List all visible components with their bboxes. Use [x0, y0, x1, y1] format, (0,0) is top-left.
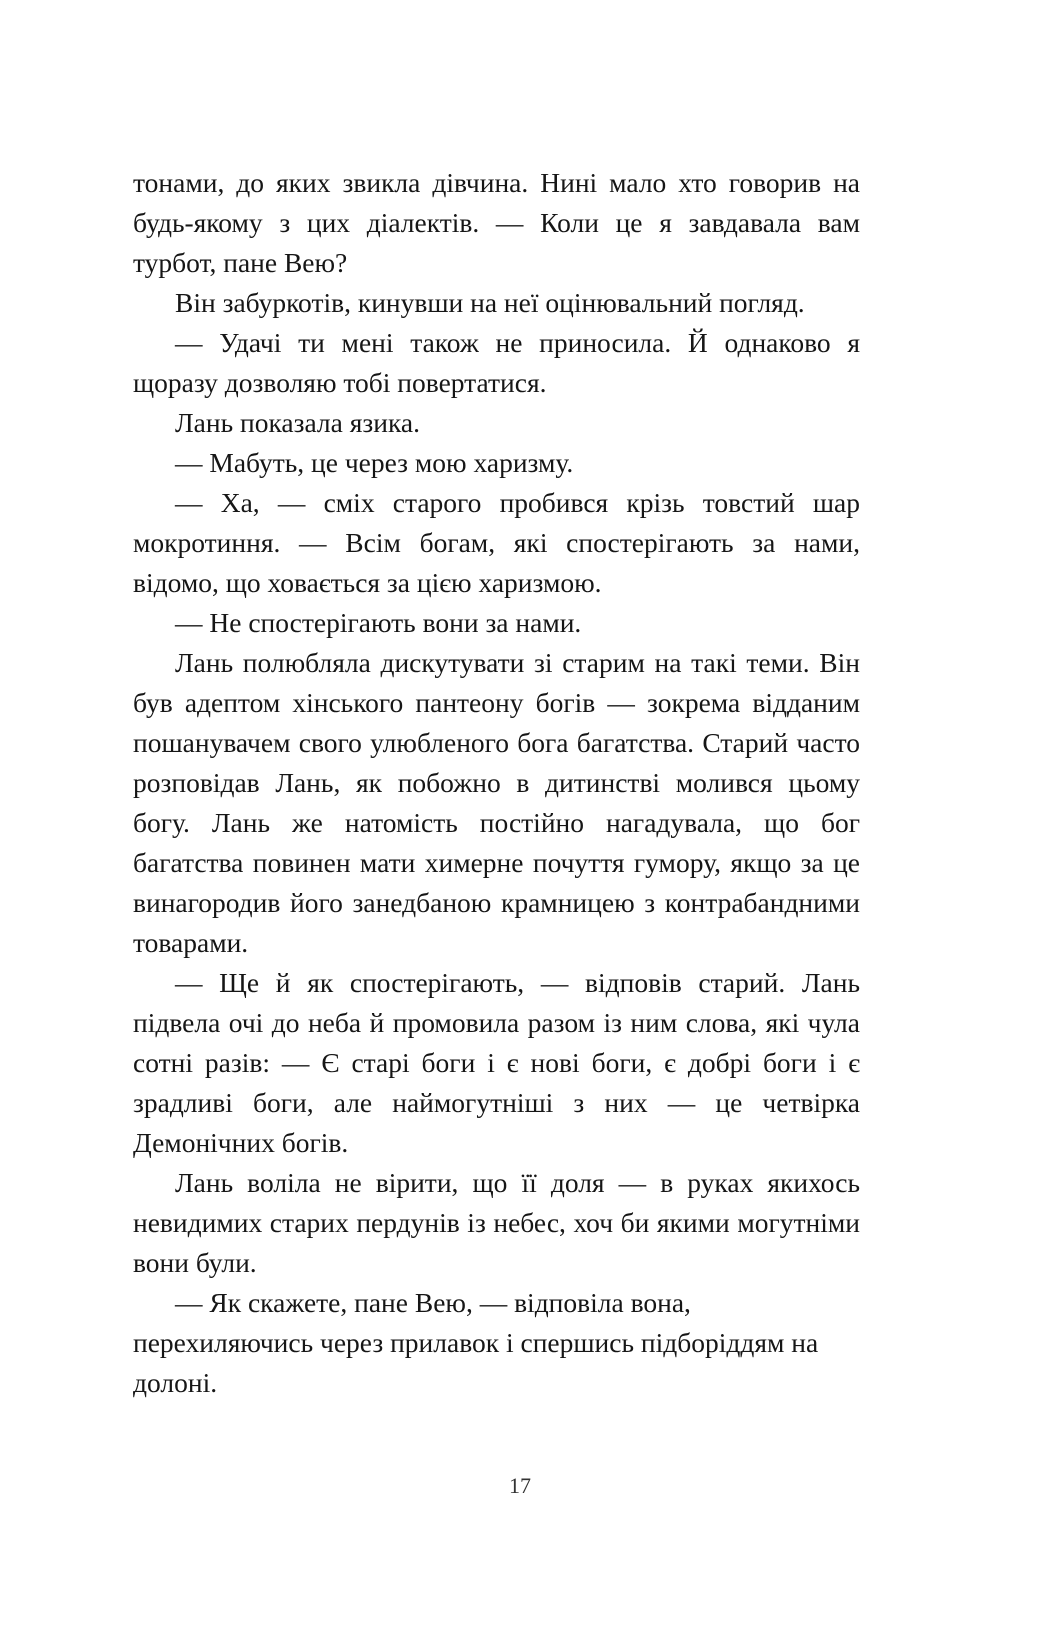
- paragraph: — Ще й як спостерігають, — відповів старий. Лань підвела очі до неба й промовила разом із ним слова, які чула сотні разів: — Є старі боги і є нові боги, є добрі боги і є зрадливі боги, але наймогутніші з них — це четвірка Демонічних богів.: [133, 967, 860, 1158]
- paragraph: Лань показала язика.: [175, 407, 420, 438]
- page-text-column: [133, 163, 860, 1403]
- paragraph: Він забуркотів, кинувши на неї оцінювальний погляд.: [175, 287, 805, 318]
- paragraph: — Удачі ти мені також не приносила. Й однаково я щоразу дозволяю тобі повертатися.: [133, 327, 860, 398]
- paragraph: Лань воліла не вірити, що її доля — в руках якихось невидимих старих пердунів із небес, хоч би якими могутніми вони були.: [133, 1167, 860, 1278]
- paragraph: — Ха, — сміх старого пробився крізь товстий шар мокротиння. — Всім богам, які спостерігають за нами, відомо, що ховається за цією харизмою.: [133, 487, 860, 598]
- paragraph: — Як скажете, пане Вею, — відповіла вона, перехиляючись через прилавок і спершись підборіддям на долоні.: [133, 1287, 819, 1398]
- paragraph: тонами, до яких звикла дівчина. Нині мало хто говорив на будь-якому з цих діалектів. — Коли це я завдавала вам турбот, пане Вею?: [133, 167, 860, 278]
- paragraph: — Мабуть, це через мою харизму.: [175, 447, 574, 478]
- paragraph: Лань полюбляла дискутувати зі старим на такі теми. Він був адептом хінського пантеону богів — зокрема відданим пошанувачем свого улюбленого бога багатства. Старий часто розповідав Лань, як побожно в дитинстві молився цьому богу. Лань же натомість постійно нагадувала, що бог багатства повинен мати химерне почуття гумору, якщо за це винагородив його занедбаною крамницею з контрабандними товарами.: [133, 647, 860, 958]
- page-number: 17: [509, 1473, 531, 1498]
- paragraph: — Не спостерігають вони за нами.: [175, 607, 582, 638]
